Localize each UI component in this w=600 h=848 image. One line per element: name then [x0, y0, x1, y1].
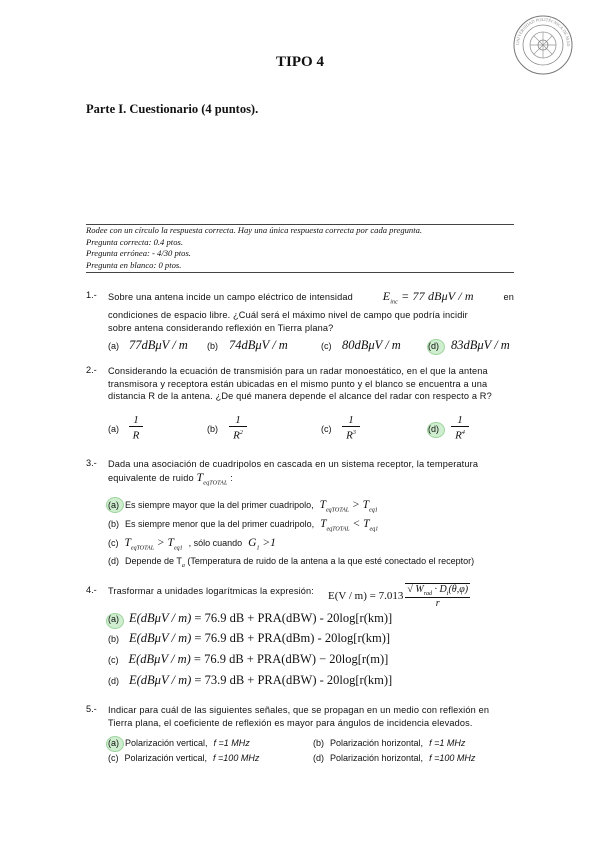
- instructions: [86, 225, 422, 271]
- q5-line-a: Indicar para cuál de las siguientes señales, que se propagan en un medio con reflexión en: [108, 705, 490, 715]
- q5-option-c[interactable]: (c) Polarización vertical, f =100 MHz: [108, 753, 260, 763]
- q3-option-b[interactable]: (b) Es siempre menor que la del primer cuadripolo, $T_{eqTOTAL} < T_{eq1}$: [108, 518, 379, 533]
- instruction-line: Rodee con un círculo la respuesta correcta. Hay una única respuesta correcta por cada pregunta.: [86, 225, 423, 235]
- q1-option-c-label[interactable]: (c): [321, 341, 332, 351]
- q3-line-a: Dada una asociación de cuadripolos en cascada en un sistema receptor, la temperatura: [108, 459, 479, 469]
- q2-option-b-label[interactable]: (b): [207, 424, 218, 434]
- rule-bottom: [86, 272, 514, 273]
- q1-option-a[interactable]: 77dBμV / m: [129, 338, 188, 352]
- q2-option-a[interactable]: 1 R: [129, 414, 143, 442]
- q4-number: 4.-: [86, 585, 97, 595]
- q3-number: 3.-: [86, 458, 97, 468]
- q4-option-b[interactable]: (b) E(dBμV / m) = 76.9 dB + PRA(dBm) - 20log[r(km)]: [108, 631, 391, 645]
- q5-option-d[interactable]: (d) Polarización horizontal, f =100 MHz: [313, 753, 476, 763]
- q3-line-b: equivalente de ruido $T_{eqTOTAL}$ :: [108, 469, 233, 486]
- q2-option-a-label[interactable]: (a): [108, 424, 119, 434]
- q1-option-c[interactable]: 80dBμV / m: [342, 338, 401, 352]
- q1-line-b: condiciones de espacio libre. ¿Cuál será el máximo nivel de campo que podría incidir: [108, 309, 468, 320]
- q2-number: 2.-: [86, 365, 97, 375]
- instruction-line: Pregunta en blanco: 0 ptos.: [86, 259, 182, 270]
- q5-option-b[interactable]: (b) Polarización horizontal, f =1 MHz: [313, 738, 466, 748]
- q5-number: 5.-: [86, 704, 97, 714]
- q3-option-d[interactable]: (d) Depende de $T_a$ (Temperatura de ruido de la antena a la que esté conectado el receptor): [108, 556, 475, 569]
- q4-text: Trasformar a unidades logarítmicas la expresión:: [108, 586, 315, 596]
- q1-option-a-label[interactable]: (a): [108, 341, 119, 351]
- q2-option-c-label[interactable]: (c): [321, 424, 332, 434]
- q2-option-d[interactable]: 1 $R^4$: [451, 414, 469, 442]
- q3-option-a[interactable]: (a) Es siempre mayor que la del primer cuadripolo, $T_{eqTOTAL} > T_{eq1}$: [108, 499, 378, 514]
- q2-option-b[interactable]: 1 $R^2$: [229, 414, 247, 442]
- q2-line-c: distancia R de la antena. ¿De qué manera depende el alcance del radar con respecto a R?: [108, 391, 492, 402]
- q2-line-a: Considerando la ecuación de transmisión para un radar monoestático, en el que la antena: [108, 366, 488, 376]
- q4-option-c[interactable]: (c) E(dBμV / m) = 76.9 dB + PRA(dBW) − 20log[r(m)]: [108, 652, 389, 666]
- part-heading: Parte I. Cuestionario (4 puntos).: [86, 102, 259, 116]
- q4-expression: E(V / m) = 7.013 √ $W_{rad} \cdot D_t(\theta,\varphi)$ r: [328, 584, 469, 609]
- q1-option-d[interactable]: 83dBμV / m: [451, 338, 510, 352]
- q1-math: $E_{inc} = 77$ dBμV / m: [382, 289, 474, 306]
- seal-text: UNIVERSIDAD POLITÉCNICA DE MAD: [514, 16, 572, 47]
- q5-text: [108, 704, 514, 729]
- q1-line-a-end: en: [503, 292, 514, 302]
- q1-option-b[interactable]: 74dBμV / m: [229, 338, 288, 352]
- instruction-line: Pregunta errónea: - 4/30 ptos.: [86, 248, 191, 259]
- q2-text: [108, 365, 514, 403]
- q1-line-c: sobre antena considerando reflexión en Tierra plana?: [108, 322, 334, 333]
- q3-text: [108, 458, 514, 490]
- q1-option-b-label[interactable]: (b): [207, 341, 218, 351]
- instruction-line: Pregunta correcta: 0.4 ptos.: [86, 236, 183, 247]
- q1-text: [108, 290, 514, 334]
- q2-line-b: transmisora y receptora están ubicadas en el mismo punto y el blanco se encuentra a una: [108, 378, 488, 389]
- q2-option-c[interactable]: 1 $R^3$: [342, 414, 360, 442]
- svg-text:UNIVERSIDAD POLITÉCNICA DE MAD: [510, 14, 571, 47]
- page-title: TIPO 4: [276, 54, 324, 70]
- q4-option-a[interactable]: (a) E(dBμV / m) = 76.9 dB + PRA(dBW) - 20log[r(km)]: [108, 611, 393, 625]
- q1-option-d-label[interactable]: (d): [428, 341, 439, 351]
- q5-option-a[interactable]: (a) Polarización vertical, f =1 MHz: [108, 738, 250, 748]
- q4-option-d[interactable]: (d) E(dBμV / m) = 73.9 dB + PRA(dBW) - 20log[r(km)]: [108, 673, 393, 687]
- q3-option-c[interactable]: (c) $T_{eqTOTAL} > T_{eq1}$ , sólo cuando $G_1 >1$: [108, 537, 276, 552]
- q2-option-d-label[interactable]: (d): [428, 424, 439, 434]
- q5-line-b: Tierra plana, el coeficiente de reflexión es mayor para ángulos de incidencia elevados.: [108, 717, 473, 728]
- q1-line-a: Sobre una antena incide un campo eléctrico de intensidad: [108, 292, 353, 302]
- q1-number: 1.-: [86, 290, 97, 300]
